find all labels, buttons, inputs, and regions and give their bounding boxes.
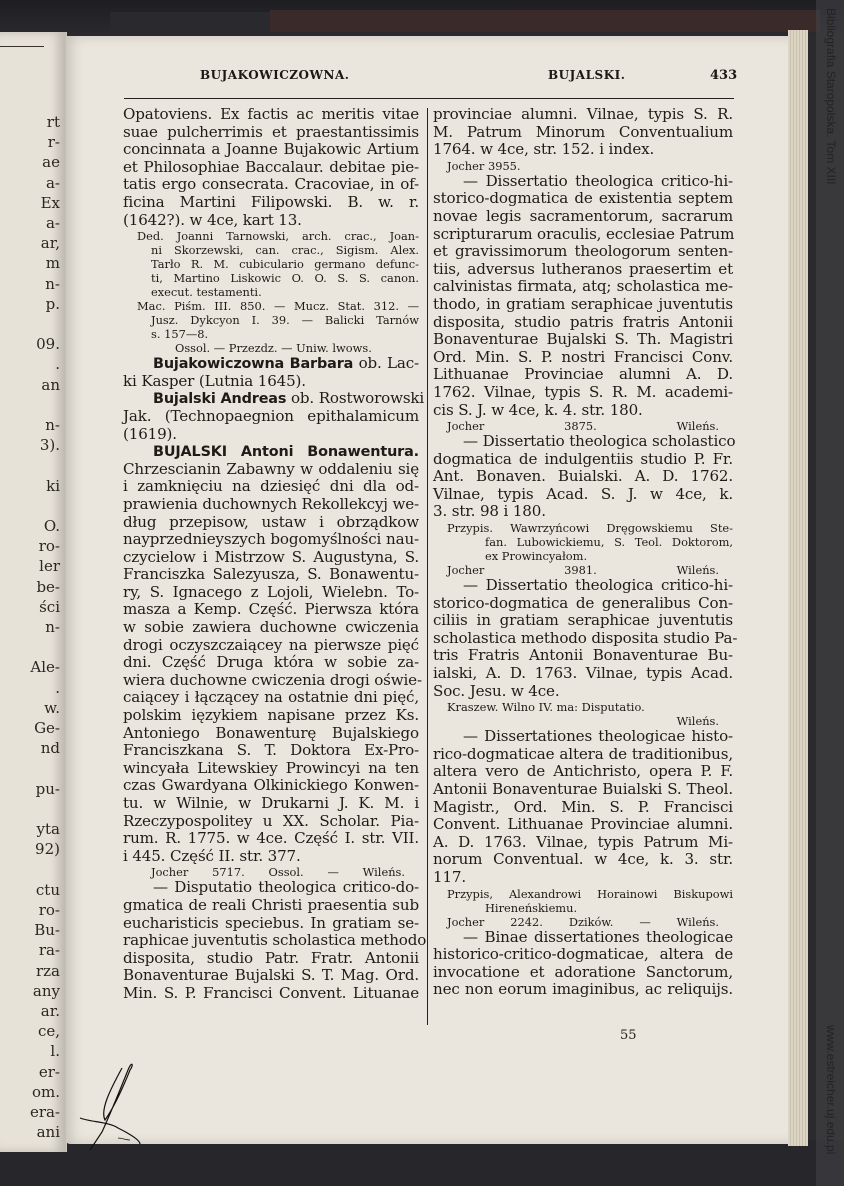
entry-bujakowiczowna-barbara	[123, 355, 419, 390]
note-line: Przypis. Wawrzyńcowi Dręgowskiemu Ste-	[447, 521, 733, 536]
note-line: Ossol. — Przezdz. — Uniw. lwows.	[175, 341, 372, 356]
fragment-line: n-	[45, 274, 60, 293]
header-rule	[124, 98, 734, 99]
fragment-line: .	[55, 355, 60, 374]
entry-line: (1642?). w 4ce, kart 13.	[123, 210, 302, 229]
left-page-rule	[0, 46, 44, 47]
entry-line: wincyała Litewskiey Prowincyi na ten	[123, 758, 419, 777]
fragment-line: om.	[31, 1082, 60, 1101]
fragment-line: Ge-	[34, 719, 60, 738]
entry-line: cis S. J. w 4ce, k. 4. str. 180.	[433, 400, 643, 419]
entry-line: disposita, studio Patr. Fratr. Antonii	[123, 948, 419, 967]
fragment-line: .	[55, 678, 60, 697]
entry-line: provinciae alumni. Vilnae, typis S. R.	[433, 105, 733, 123]
entry-line	[123, 443, 419, 461]
note-line: execut. testamenti.	[151, 285, 262, 300]
entry-line: scholastica methodo disposita studio Pa-	[433, 628, 738, 647]
fragment-line: ce,	[37, 1022, 60, 1041]
entry-line: Franciszkana S. T. Doktora Ex-Pro-	[123, 741, 419, 760]
entry-heading: BUJALSKI Antoni Bonawentura.	[153, 444, 419, 461]
entry-dissertatio-sacramentorum	[433, 173, 733, 419]
fragment-line: 3).	[39, 436, 60, 455]
page-edges	[788, 30, 808, 1146]
entry-line: Bujakowiczowna Barbara ob. Lac-	[153, 354, 419, 373]
left-page-edge	[0, 32, 67, 1152]
entry-line: tu. w Wilnie, w Drukarni J. K. M. i	[123, 794, 419, 812]
fragment-line: ro-	[38, 900, 60, 919]
entry-line: 117.	[433, 867, 467, 886]
fragment-line: ro-	[38, 537, 60, 556]
entry-line: scripturarum oraculis, ecclesiae Patrum	[433, 224, 735, 243]
fragment-line: ctu	[35, 880, 60, 899]
entry-line: i zamknięciu na dziesięć dni dla od-	[123, 477, 419, 496]
note-line: fan. Lubowickiemu, S. Teol. Doktorom,	[485, 535, 733, 550]
entry-line: prawienia duchownych Rekollekcyj we-	[123, 494, 419, 513]
note-line: Mac. Piśm. III. 850. — Mucz. Stat. 312. —	[137, 299, 419, 314]
fragment-line: 92)	[35, 840, 60, 859]
entry-line: Antonii Bonaventurae Buialski S. Theol.	[433, 780, 733, 798]
entry-line: (1619).	[123, 424, 177, 443]
fragment-line: ki	[46, 476, 60, 495]
entry-line: — Dissertatio theologica critico-hi-	[463, 171, 733, 190]
fragment-line	[30, 455, 60, 475]
entry-line: altera vero de Antichristo, opera P. F.	[433, 762, 733, 781]
entry-body	[123, 459, 422, 866]
entry-line: ry, S. Ignacego z Lojoli, Wielebn. To-	[123, 582, 419, 601]
entry-line: i 445. Część II. str. 377.	[123, 846, 301, 865]
fragment-line: an	[41, 375, 60, 394]
note-line: s. 157—8.	[151, 327, 209, 342]
entry-line: masza a Kemp. Część. Pierwsza która	[123, 600, 419, 619]
fragment-line: p.	[45, 294, 60, 313]
entry-line: drogi oczyszczaiącey na pierwsze pięć	[123, 635, 419, 654]
fragment-line: ler	[39, 557, 60, 576]
printer-signature-mark: 55	[620, 1028, 637, 1043]
note-line: ni Skorzewski, can. crac., Sigism. Alex.	[151, 243, 419, 258]
entry-heading: Bujakowiczowna Barbara	[153, 356, 354, 373]
entry-line: gmatica de reali Christi praesentia sub	[123, 895, 419, 914]
entry-line: — Dissertationes theologicae histo-	[463, 727, 733, 746]
fragment-line: O.	[43, 517, 60, 536]
note-line: Kraszew. Wilno IV. ma: Disputatio.	[447, 700, 645, 715]
entry-line: invocatione et adoratione Sanctorum,	[433, 962, 733, 981]
reference-line: Wileńs.	[676, 714, 719, 729]
entry-line: dogmatica de indulgentiis studio P. Fr.	[433, 449, 733, 468]
entry-line: tatis ergo consecrata. Cracoviae, in of-	[123, 175, 419, 194]
entry-line: tiis, adversus lutheranos praesertim et	[433, 259, 733, 278]
fragment-line: be-	[36, 577, 60, 596]
fragment-line	[30, 759, 60, 779]
entry-line: Magistr., Ord. Min. S. P. Francisci	[433, 797, 733, 816]
fragment-line: a-	[45, 173, 60, 192]
entry-line: historico-critico-dogmaticae, altera de	[433, 945, 733, 964]
entry-line: Franciszka Salezyusza, S. Bonawentu-	[123, 565, 419, 584]
entry-line: dni. Część Druga która w sobie za-	[123, 653, 419, 672]
entry-line: Bujalski Andreas ob. Rostworowski	[153, 389, 425, 408]
page-number: 433	[710, 68, 738, 83]
cover-cloth	[110, 12, 270, 32]
note-line: Tarło R. M. cubiculario germano defunc-	[151, 257, 419, 272]
note-line: Hireneńskiemu.	[485, 900, 578, 915]
fragment-line: ści	[39, 597, 60, 616]
note-line: Jusz. Dykcyon I. 39. — Balicki Tarnów	[151, 313, 419, 328]
entry-line: czas Gwardyana Olkinickiego Konwen-	[123, 776, 419, 795]
entry-line: novae legis sacramentorum, sacrarum	[433, 206, 733, 225]
entry-binae-dissertationes	[433, 929, 733, 999]
entry-line: polskim ięzykiem napisane przez Ks.	[123, 706, 419, 725]
entry-line: suae pulcherrimis et praestantissimis	[123, 122, 419, 141]
entry-line: dług przepisow, ustaw i obrządkow	[123, 512, 419, 531]
note-line: ex Prowincyałom.	[485, 549, 588, 564]
fragment-line: any	[32, 981, 60, 1000]
fragment-line: nd	[40, 739, 60, 758]
entry-line: — Dissertatio theologica scholastico	[463, 432, 736, 451]
entry-notes	[123, 229, 419, 355]
left-column	[123, 105, 427, 1003]
entry-bujalski-antoni	[123, 443, 422, 880]
fragment-line: Ex	[40, 193, 60, 212]
entry-line: Chrzescianin Zabawny w oddaleniu się	[123, 459, 419, 478]
fragment-line: ae	[42, 153, 60, 172]
note-line: ti, Martino Liskowic O. O. S. S. canon.	[151, 271, 419, 286]
entry-line: Ant. Bonaven. Buialski. A. D. 1762.	[433, 467, 733, 486]
entry-line: rum. R. 1775. w 4ce. Część I. str. VII.	[123, 829, 419, 848]
entry-line: thodo, in gratiam seraphicae juventutis	[433, 294, 733, 313]
fragment-line	[30, 314, 60, 334]
entry-line: 3. str. 98 i 180.	[433, 502, 546, 521]
fragment-line	[30, 637, 60, 657]
column-divider	[427, 108, 428, 1025]
entry-line: 1764. w 4ce, str. 152. i index.	[433, 140, 655, 159]
fragment-line	[30, 395, 60, 415]
entry-line: A. D. 1763. Vilnae, typis Patrum Mi-	[433, 832, 733, 851]
entry-line: Bonaventurae Bujalski S. Th. Magistri	[433, 330, 733, 349]
entry-line: w sobie zawiera duchowne cwiczenia	[123, 618, 419, 637]
fragment-line: n-	[45, 416, 60, 435]
entry-line: Min. S. P. Francisci Convent. Lituanae	[123, 983, 419, 1002]
cover-cloth	[270, 10, 820, 32]
running-head-right: BUJALSKI.	[548, 68, 626, 82]
fragment-line: pu-	[35, 779, 60, 798]
running-head-left: BUJAKOWICZOWNA.	[200, 68, 350, 82]
entry-heading: Bujalski Andreas	[153, 391, 287, 408]
fragment-line: ani	[36, 1123, 60, 1142]
fragment-line: Bu-	[34, 921, 60, 940]
fragment-line: ar.	[40, 1001, 60, 1020]
entry-line: tris Fratris Antonii Bonaventurae Bu-	[433, 646, 733, 665]
entry-line: 1762. Vilnae, typis S. R. M. academi-	[433, 382, 733, 401]
entry-line: M. Patrum Minorum Conventualium	[433, 122, 733, 141]
fragment-line: l.	[50, 1042, 60, 1061]
entry-bujalski-andreas	[123, 389, 425, 443]
fragment-line: 09.	[36, 335, 60, 354]
entry-line: — Disputatio theologica critico-do-	[153, 878, 419, 897]
entry-line: — Binae dissertationes theologicae	[463, 927, 733, 946]
note-line: Ded. Joanni Tarnowski, arch. crac., Joan-	[137, 229, 419, 244]
note-line: Przypis, Alexandrowi Horainowi Biskupowi	[447, 886, 733, 901]
entry-line: disposita, studio patris fratris Antonii	[433, 312, 733, 331]
watermark-url: www.estreicher.uj.edu.pl	[824, 1025, 838, 1155]
reference-line: Jocher 3875. Wileńs.	[447, 419, 719, 434]
entry-dissertationes-traditionibus	[433, 728, 733, 886]
reference-line: Jocher 3955.	[447, 158, 521, 173]
book-cover-top	[0, 0, 844, 40]
entry-line: Rzeczypospolitey u XX. Scholar. Pia-	[123, 811, 419, 830]
entry-line: ficina Martini Filipowski. B. w. r.	[123, 192, 419, 211]
entry-line: nayprzednieyszych bogomyślności nau-	[123, 530, 419, 549]
entry-line: norum Conventual. w 4ce, k. 3. str.	[433, 850, 733, 869]
entry-line: Jak. (Technopaegnion epithalamicum	[123, 406, 419, 425]
fragment-line: m	[45, 254, 60, 273]
fragment-line: yta	[36, 820, 60, 839]
entry-dissertatio-conciliis	[433, 576, 738, 700]
entry-line: — Dissertatio theologica critico-hi-	[463, 576, 733, 595]
entry-line: ciliis in gratiam seraphicae juventutis	[433, 611, 733, 630]
handwritten-signature	[60, 1060, 170, 1150]
entry-continuation	[123, 106, 419, 229]
fragment-line: a-	[45, 214, 60, 233]
entry-line: ialski, A. D. 1763. Vilnae, typis Acad.	[433, 664, 733, 683]
fragment-line: ar,	[40, 234, 60, 253]
entry-line: caiącey i łączącey na ostatnie dni pięć,	[123, 688, 419, 707]
entry-line: calvinistas firmata, atq; scholastica me-	[433, 277, 733, 296]
fragment-line	[30, 496, 60, 516]
fragment-line: w.	[44, 698, 60, 717]
entry-line: et gravissimorum theologorum senten-	[433, 242, 733, 261]
fragment-line: n-	[45, 618, 60, 637]
entry-line: eucharisticis speciebus. In gratiam se-	[123, 913, 419, 932]
fragment-line: ra-	[38, 941, 60, 960]
fragment-line: rza	[35, 961, 60, 980]
entry-line: Soc. Jesu. w 4ce.	[433, 681, 560, 700]
entry-notes	[433, 887, 733, 915]
entry-line: concinnata a Joanne Bujakowic Artium	[123, 140, 419, 159]
entry-line: et Philosophiae Baccalaur. debitae pie-	[123, 157, 419, 176]
fragment-line	[30, 860, 60, 880]
entry-line: Lithuanae Provinciae alumni A. D.	[433, 365, 733, 384]
entry-line: Ord. Min. S. P. nostri Francisci Conv.	[433, 347, 733, 366]
fragment-line: rt	[46, 113, 60, 131]
left-page-text-fragment	[30, 112, 60, 1142]
reference-line: Jocher 5717. Ossol. — Wileńs.	[151, 865, 405, 880]
fragment-line: r-	[47, 133, 60, 152]
entry-line: raphicae juventutis scholastica methodo	[123, 931, 427, 950]
entry-line: Antoniego Bonawenturę Bujalskiego	[123, 723, 419, 742]
entry-dissertatio-indulgentiis	[433, 432, 736, 521]
fragment-line	[30, 799, 60, 819]
fragment-line: er-	[38, 1062, 60, 1081]
right-column	[433, 105, 738, 999]
entry-notes	[433, 521, 733, 563]
entry-continuation	[433, 106, 733, 159]
entry-line: czycielow i Mistrzow S. Augustyna, S.	[123, 547, 419, 566]
watermark-title: Bibliografia Staropolska. Tom XIII	[824, 8, 838, 185]
entry-line: nec non eorum imaginibus, ac reliquijs.	[433, 980, 733, 999]
entry-line: ki Kasper (Lutnia 1645).	[123, 371, 306, 390]
entry-line: Vilnae, typis Acad. S. J. w 4ce, k.	[433, 484, 733, 503]
entry-line: wiera duchowne cwiczenia drogi oświe-	[123, 670, 422, 689]
entry-line: Opatoviens. Ex factis ac meritis vitae	[123, 105, 419, 123]
reference-line: Jocher 2242. Dzików. — Wileńs.	[447, 914, 720, 929]
entry-disputatio	[123, 878, 427, 1002]
entry-line: Convent. Lithuanae Provinciae alumni.	[433, 815, 733, 834]
entry-line: rico-dogmaticae altera de traditionibus,	[433, 744, 733, 763]
entry-line: storico-dogmatica de existentia septem	[433, 189, 733, 208]
reference-line: Jocher 3981. Wileńs.	[447, 563, 719, 578]
fragment-line: Ale-	[30, 658, 60, 677]
entry-line: storico-dogmatica de generalibus Con-	[433, 593, 733, 612]
fragment-line: era-	[29, 1102, 60, 1121]
entry-line: Bonaventurae Bujalski S. T. Mag. Ord.	[123, 966, 419, 985]
